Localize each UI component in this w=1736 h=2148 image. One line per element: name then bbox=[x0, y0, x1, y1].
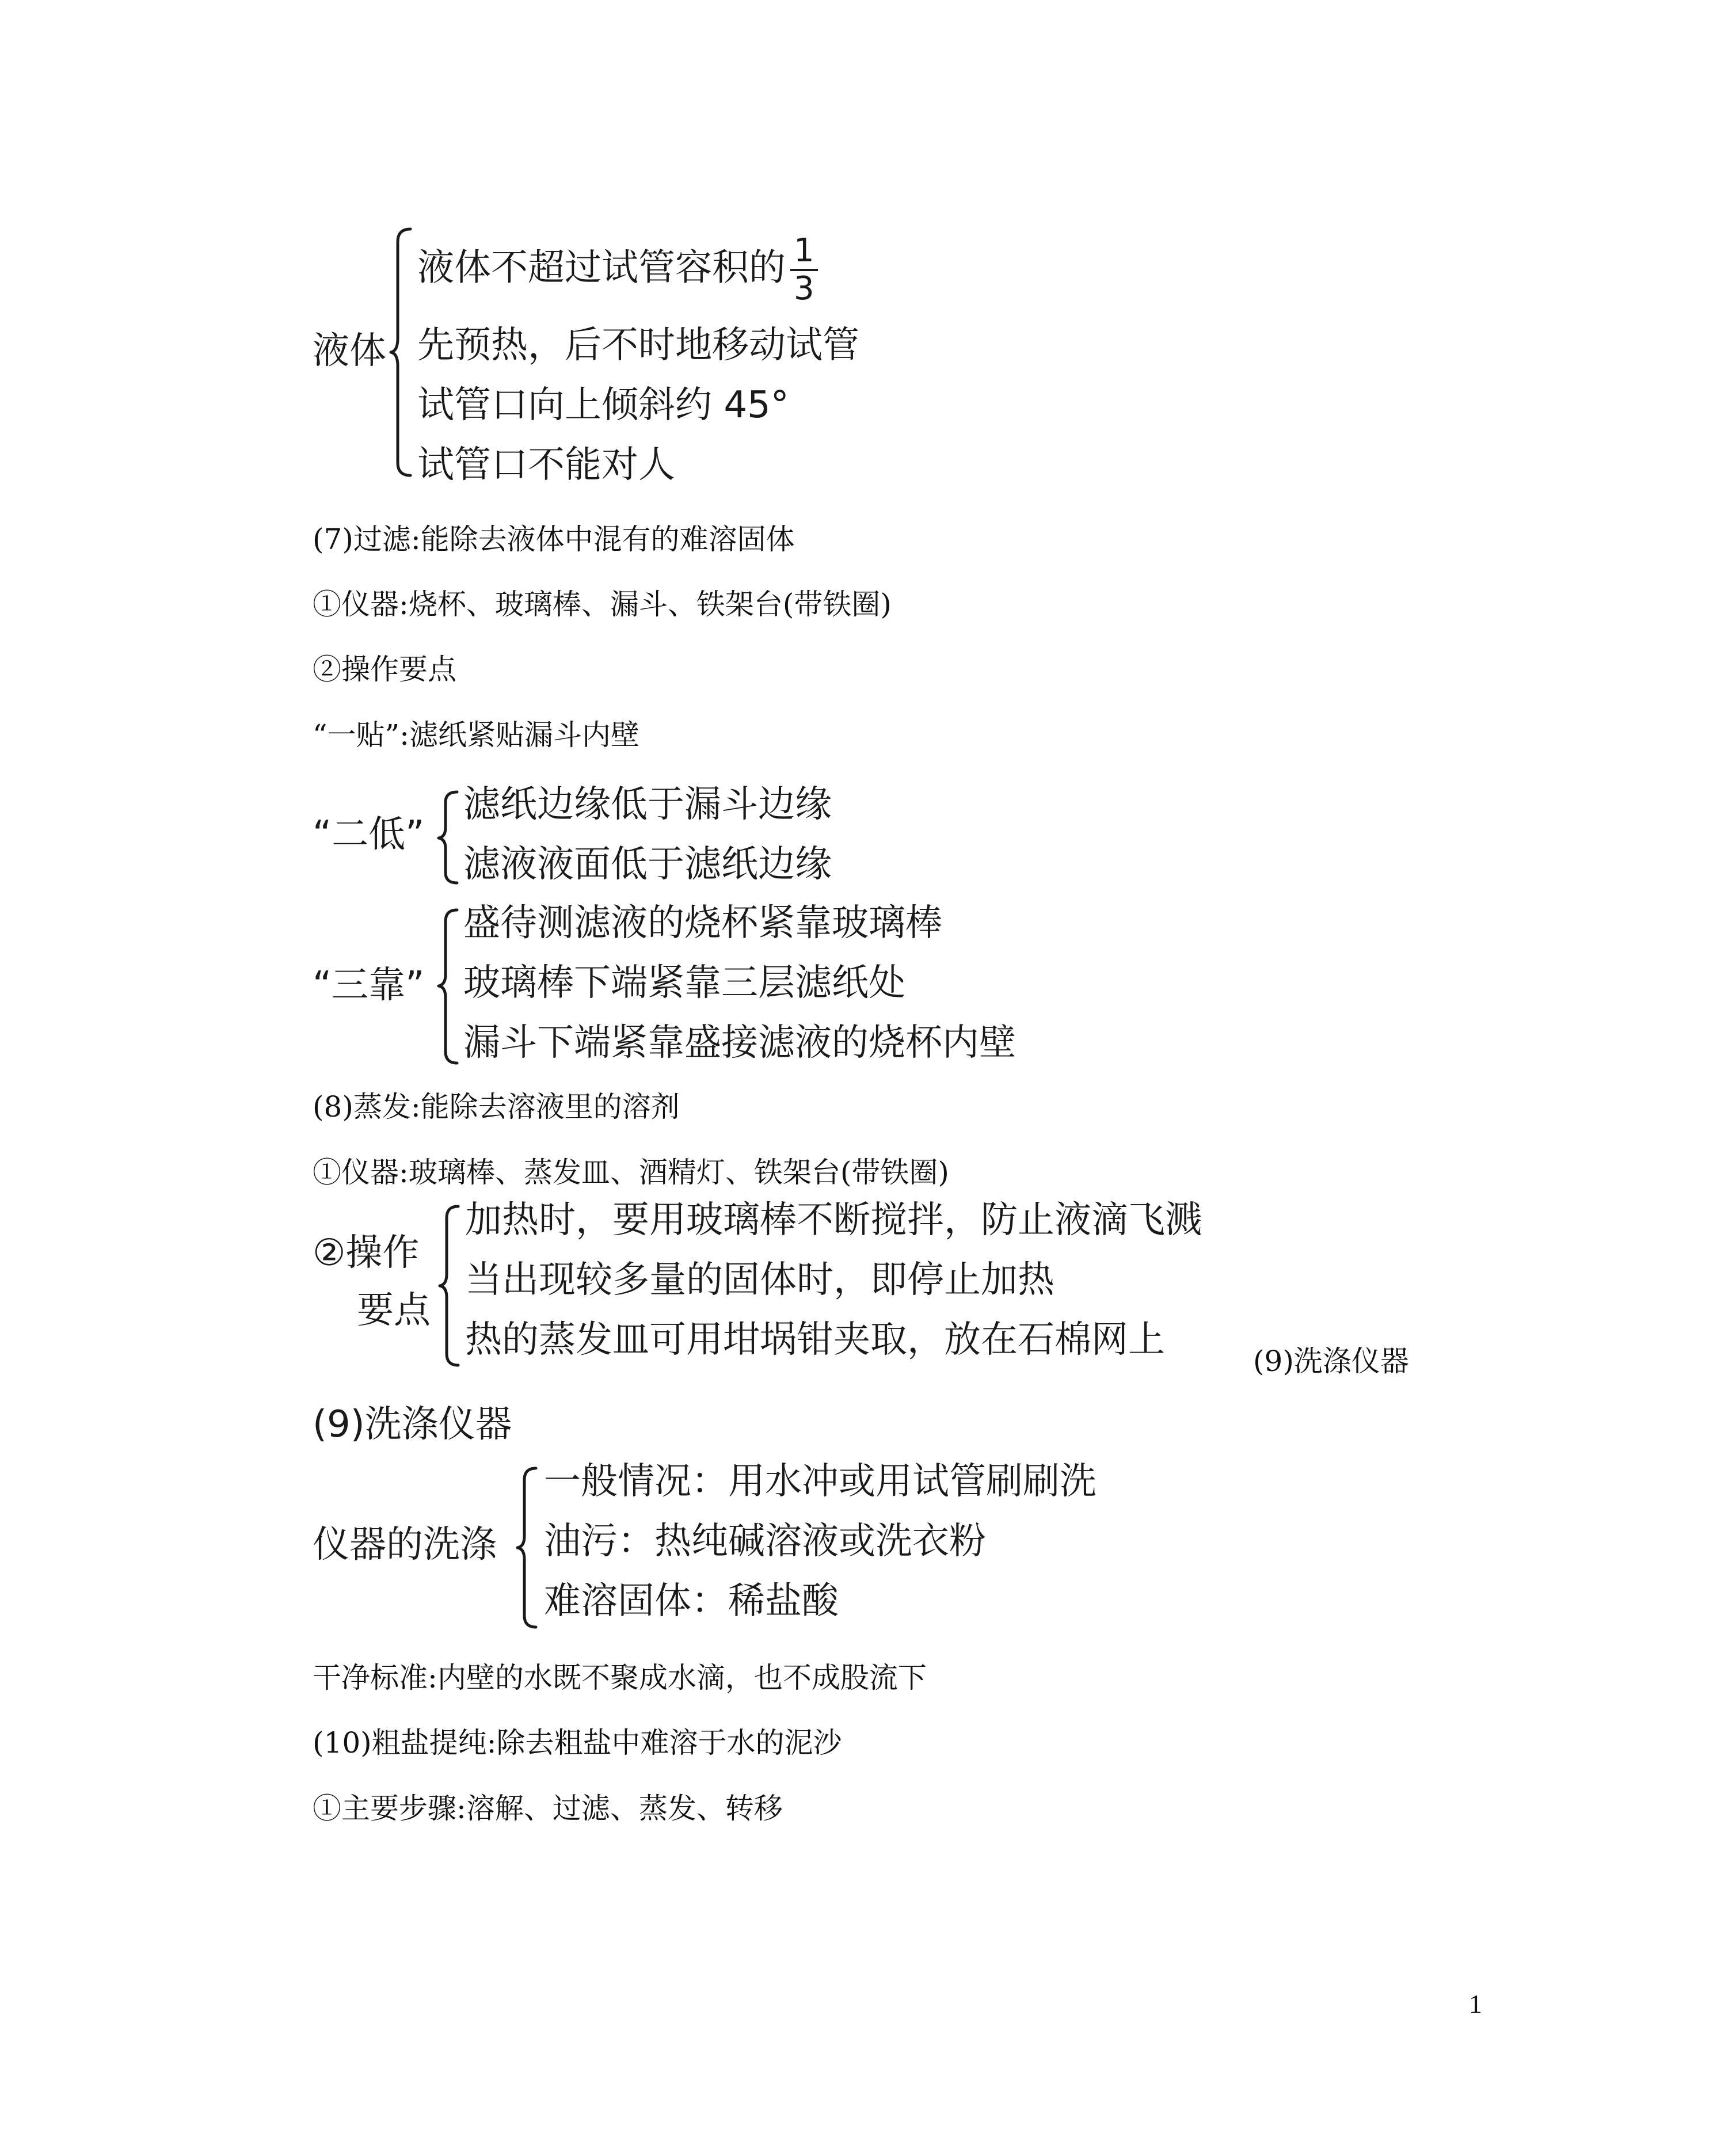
evaporation-label-1: ②操作 bbox=[313, 1232, 420, 1274]
evaporation-item-3: 热的蒸发皿可用坩埚钳夹取，放在石棉网上 bbox=[465, 1319, 1165, 1361]
evaporation-side-note: (9)洗涤仪器 bbox=[1253, 1345, 1409, 1378]
liquid-item-2: 先预热，后不时地移动试管 bbox=[417, 324, 859, 367]
two-low-label: “二低” bbox=[313, 813, 425, 856]
two-low-item-2: 滤液液面低于滤纸边缘 bbox=[463, 843, 832, 886]
filtration-key-points: ②操作要点 bbox=[313, 653, 456, 686]
washing-brace bbox=[515, 1465, 542, 1632]
salt-steps: ①主要步骤:溶解、过滤、蒸发、转移 bbox=[313, 1792, 783, 1825]
three-lean-brace bbox=[436, 907, 463, 1068]
evaporation-title: (8)蒸发:能除去溶液里的溶剂 bbox=[313, 1090, 680, 1123]
washing-item-2: 油污：热纯碱溶液或洗衣粉 bbox=[544, 1520, 986, 1563]
evaporation-item-2: 当出现较多量的固体时，即停止加热 bbox=[465, 1259, 1054, 1301]
liquid-item-4: 试管口不能对人 bbox=[417, 444, 675, 486]
clean-standard: 干净标准:内壁的水既不聚成水滴，也不成股流下 bbox=[313, 1661, 927, 1694]
evaporation-instruments: ①仪器:玻璃棒、蒸发皿、酒精灯、铁架台(带铁圈) bbox=[313, 1156, 949, 1189]
salt-title: (10)粗盐提纯:除去粗盐中难溶于水的泥沙 bbox=[313, 1726, 842, 1759]
fraction-denominator: 3 bbox=[794, 270, 814, 307]
two-low-item-1: 滤纸边缘低于漏斗边缘 bbox=[463, 783, 832, 826]
evaporation-label-2: 要点 bbox=[357, 1289, 431, 1332]
washing-item-3: 难溶固体：稀盐酸 bbox=[544, 1580, 839, 1623]
liquid-item-3: 试管口向上倾斜约 45° bbox=[417, 384, 789, 426]
filtration-instruments: ①仪器:烧杯、玻璃棒、漏斗、铁架台(带铁圈) bbox=[313, 588, 892, 621]
washing-label: 仪器的洗涤 bbox=[313, 1524, 497, 1566]
liquid-label: 液体 bbox=[313, 330, 386, 372]
one-third-fraction bbox=[790, 233, 818, 307]
fraction-numerator: 1 bbox=[790, 233, 818, 271]
washing-item-1: 一般情况：用水冲或用试管刷刷洗 bbox=[544, 1460, 1097, 1503]
washing-title: (9)洗涤仪器 bbox=[313, 1403, 512, 1446]
three-lean-item-3: 漏斗下端紧靠盛接滤液的烧杯内壁 bbox=[463, 1022, 1016, 1064]
one-stick-line: “一贴”:滤纸紧贴漏斗内壁 bbox=[313, 718, 639, 752]
liquid-item-1 bbox=[417, 233, 818, 307]
liquid-item-1-text: 液体不超过试管容积的 bbox=[417, 246, 786, 290]
three-lean-item-1: 盛待测滤液的烧杯紧靠玻璃棒 bbox=[463, 902, 942, 944]
liquid-brace bbox=[389, 226, 417, 479]
evaporation-item-1: 加热时，要用玻璃棒不断搅拌，防止液滴飞溅 bbox=[465, 1199, 1202, 1241]
page-number: 1 bbox=[1469, 1989, 1482, 2018]
three-lean-label: “三靠” bbox=[313, 964, 425, 1007]
evaporation-brace bbox=[437, 1203, 464, 1370]
two-low-brace bbox=[436, 789, 463, 886]
filtration-title: (7)过滤:能除去液体中混有的难溶固体 bbox=[313, 523, 795, 556]
three-lean-item-2: 玻璃棒下端紧靠三层滤纸处 bbox=[463, 962, 905, 1004]
